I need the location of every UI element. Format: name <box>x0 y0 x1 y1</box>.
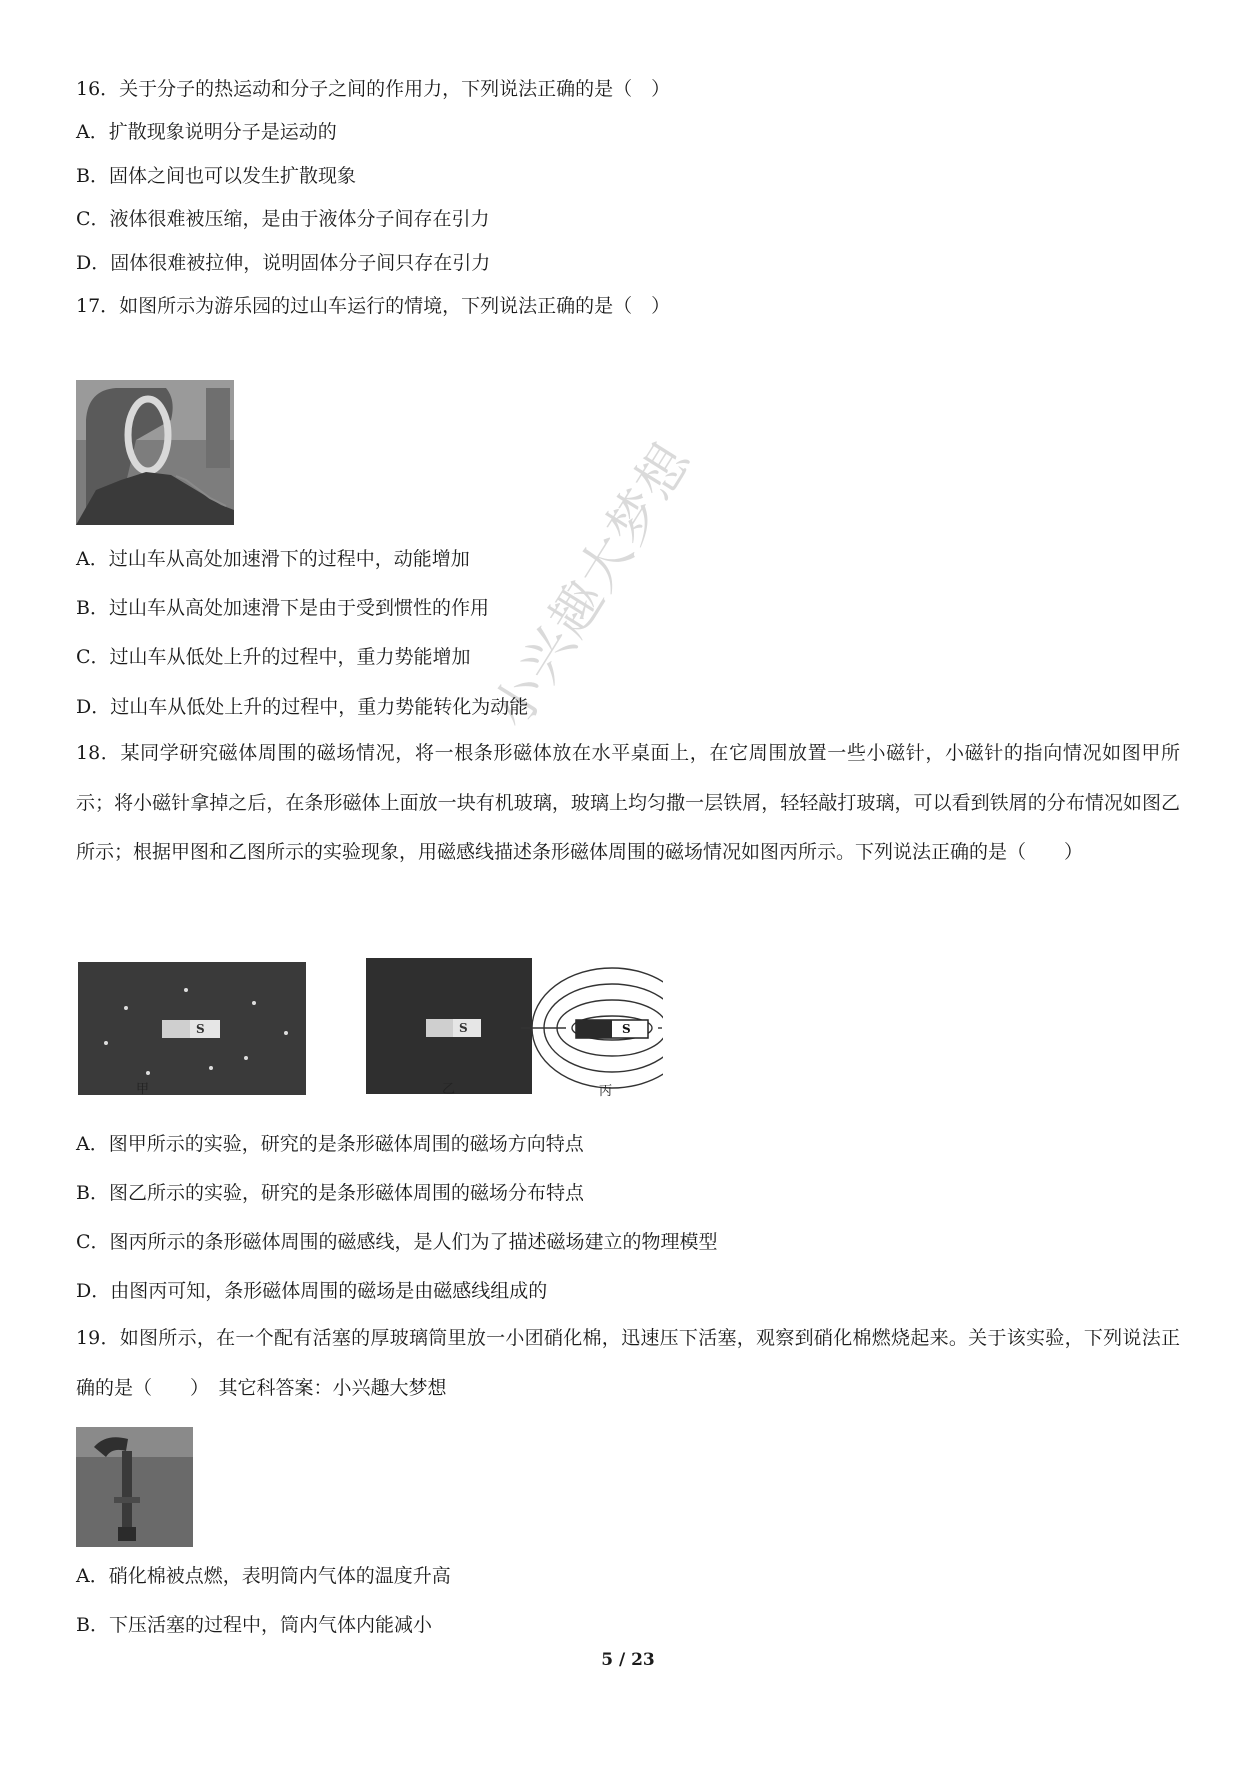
q18-option-c: C．图丙所示的条形磁体周围的磁感线，是人们为了描述磁场建立的物理模型 <box>76 1231 718 1253</box>
figure-label-jia: 甲 <box>136 1082 150 1097</box>
q19-option-a: A．硝化棉被点燃，表明筒内气体的温度升高 <box>76 1565 451 1587</box>
q17-option-d: D．过山车从低处上升的过程中，重力势能转化为动能 <box>76 696 529 718</box>
q16-option-d: D．固体很难被拉伸，说明固体分子间只存在引力 <box>76 252 491 274</box>
page-number: 5 / 23 <box>601 1650 655 1670</box>
q16-option-a: A．扩散现象说明分子是运动的 <box>76 121 337 143</box>
magnet-pole-s-jia: S <box>196 1022 205 1036</box>
magnet-pole-s-yi: S <box>459 1021 468 1035</box>
q16-option-b: B．固体之间也可以发生扩散现象 <box>76 165 356 187</box>
q18-stem: 18．某同学研究磁体周围的磁场情况，将一根条形磁体放在水平桌面上，在它周围放置一些小磁针，小磁针的指向情况如图甲所示；将小磁针拿掉之后，在条形磁体上面放一块有机玻璃，玻璃上均匀撒一层铁屑，轻轻敲打玻璃，可以看到铁屑的分布情况如图乙所示；根据甲图和乙图所示的实验现象，用磁感线描述条形磁体周围的磁场情况如图丙所示。下列说法正确的是（ ） <box>76 742 1180 863</box>
q17-option-a: A．过山车从高处加速滑下的过程中，动能增加 <box>76 548 470 570</box>
q18-option-b: B．图乙所示的实验，研究的是条形磁体周围的磁场分布特点 <box>76 1182 584 1204</box>
q16-stem: 16．关于分子的热运动和分子之间的作用力，下列说法正确的是（ ） <box>76 78 671 100</box>
q18-option-a: A．图甲所示的实验，研究的是条形磁体周围的磁场方向特点 <box>76 1133 584 1155</box>
glass-cylinder-photo <box>76 1427 193 1547</box>
q19-stem: 19．如图所示，在一个配有活塞的厚玻璃筒里放一小团硝化棉，迅速压下活塞，观察到硝化棉燃烧起来。关于该实验，下列说法正确的是（ ） 其它科答案：小兴趣大梦想 <box>76 1327 1180 1399</box>
watermark-text: 小兴趣大梦想 <box>481 432 704 739</box>
q17-stem: 17．如图所示为游乐园的过山车运行的情境，下列说法正确的是（ ） <box>76 295 671 317</box>
figure-label-bing: 丙 <box>599 1084 613 1099</box>
q16-option-c: C．液体很难被压缩，是由于液体分子间存在引力 <box>76 208 490 230</box>
q19-option-b: B．下压活塞的过程中，筒内气体内能减小 <box>76 1614 432 1636</box>
roller-coaster-photo <box>76 380 234 525</box>
figure-label-yi: 乙 <box>442 1082 456 1097</box>
q18-option-d: D．由图丙可知，条形磁体周围的磁场是由磁感线组成的 <box>76 1280 548 1302</box>
magnet-figures <box>76 938 663 1105</box>
magnet-pole-s-bing: S <box>622 1022 631 1036</box>
magnet-figures-drawing <box>76 938 663 1105</box>
q17-option-b: B．过山车从高处加速滑下是由于受到惯性的作用 <box>76 597 489 619</box>
q17-option-c: C．过山车从低处上升的过程中，重力势能增加 <box>76 646 471 668</box>
